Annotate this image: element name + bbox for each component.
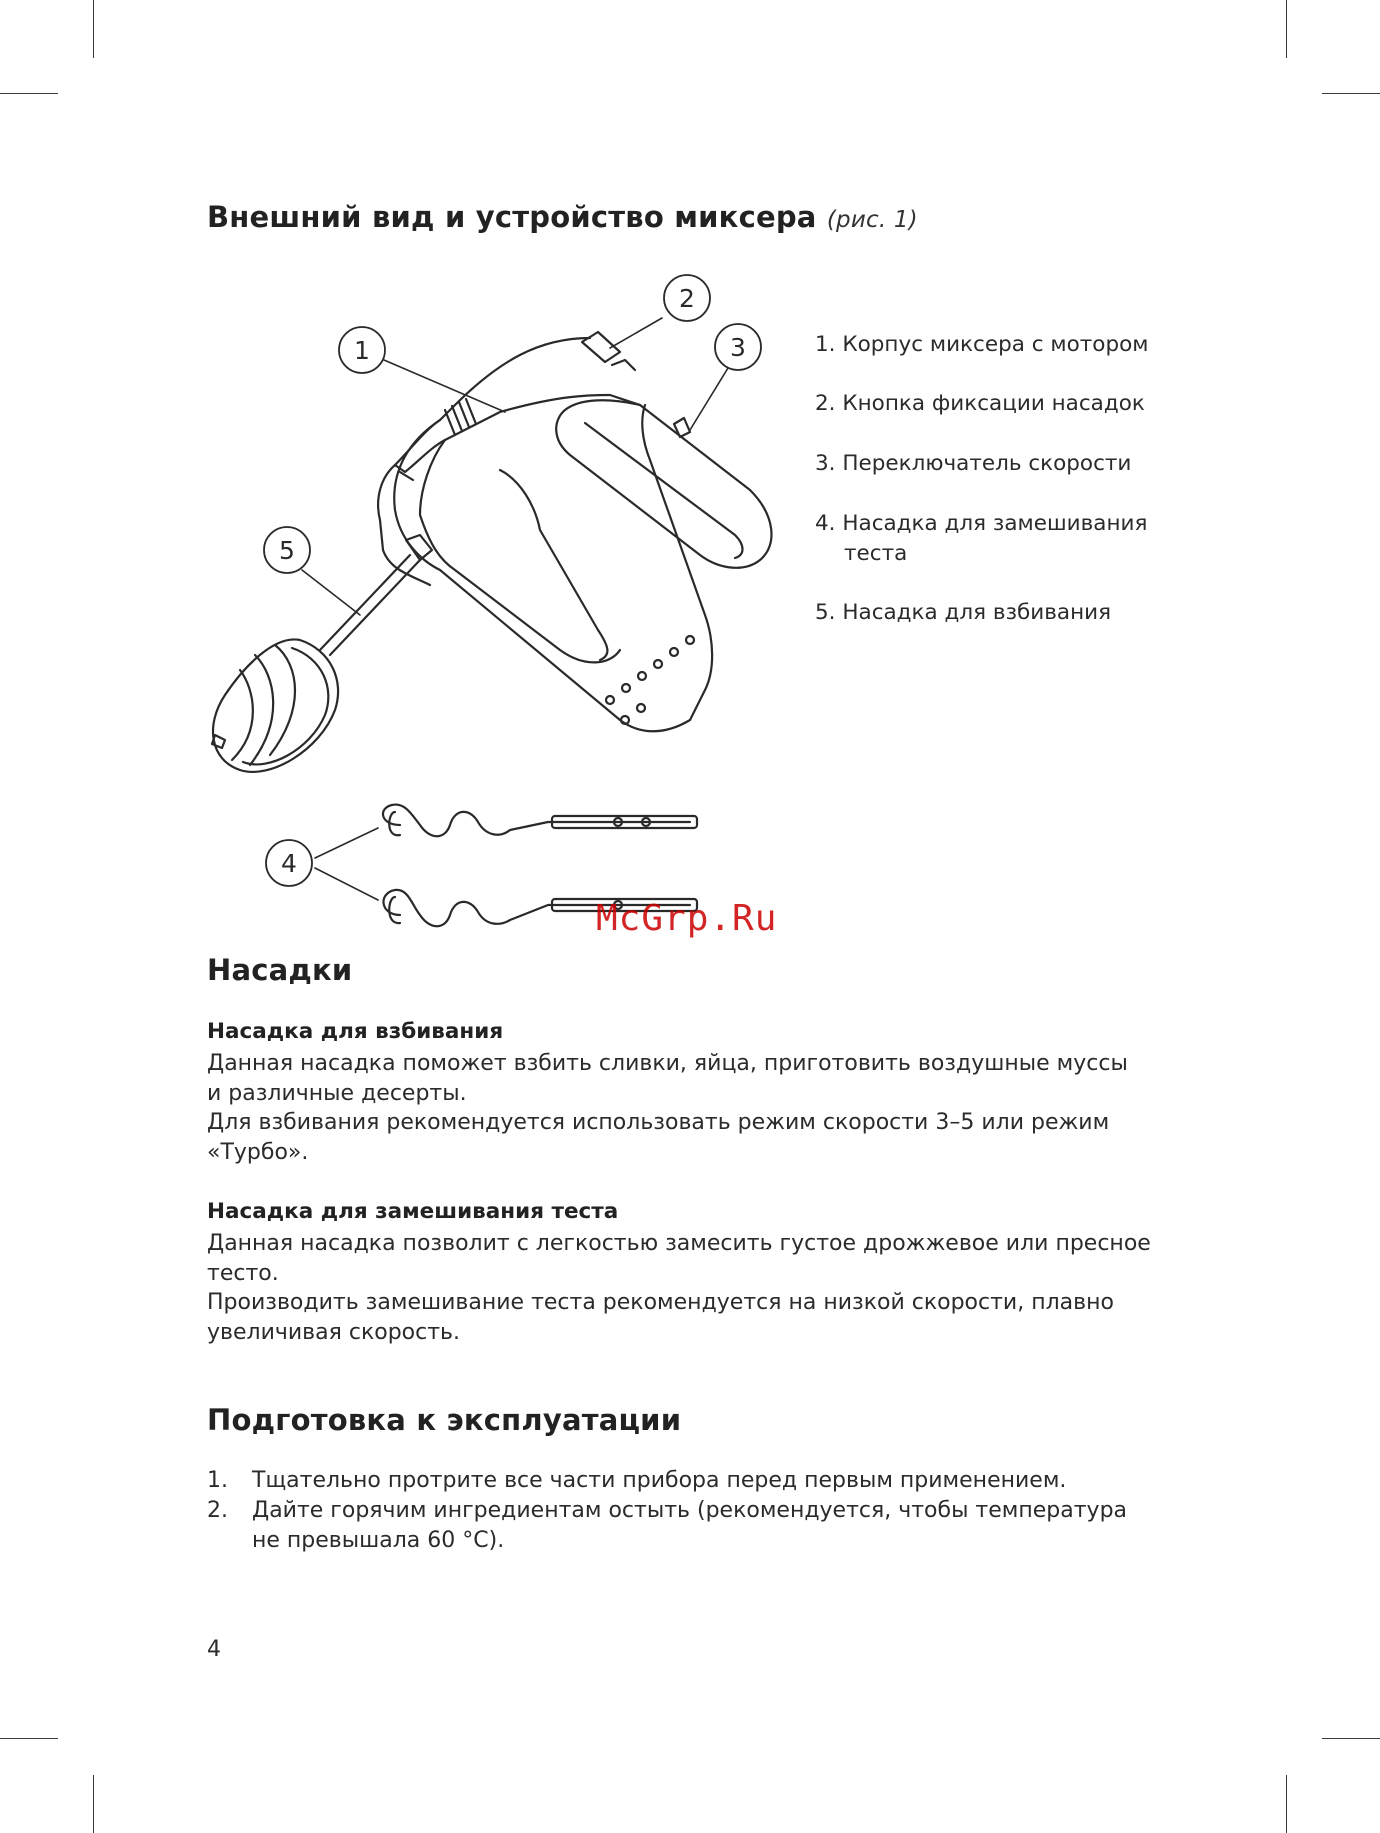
legend-item: 2. Кнопка фиксации насадок <box>815 391 1145 416</box>
list-item <box>207 1466 1207 1496</box>
dough-subheading: Насадка для замешивания теста <box>207 1199 619 1224</box>
text-line: и различные десерты. <box>207 1080 467 1106</box>
text-line: Производить замешивание теста рекомендуется на низкой скорости, плавно <box>207 1290 1114 1316</box>
callout-label: 5 <box>279 536 295 565</box>
page-number: 4 <box>207 1637 221 1662</box>
callout-label: 4 <box>281 849 297 878</box>
callout-label: 3 <box>730 333 746 362</box>
crop-mark <box>0 1738 58 1739</box>
legend-item: 3. Переключатель скорости <box>815 451 1132 476</box>
list-item-number: 1. <box>207 1468 228 1493</box>
text-line: Для взбивания рекомендуется использовать режим скорости 3–5 или режим <box>207 1110 1110 1136</box>
section-heading-attachments: Насадки <box>207 953 353 987</box>
list-item-text: Дайте горячим ингредиентам остыть (рекомендуется, чтобы температура <box>252 1498 1128 1523</box>
text-line: «Турбо». <box>207 1140 309 1166</box>
whisk-paragraph <box>207 1049 1128 1168</box>
section-heading-preparation: Подготовка к эксплуатации <box>207 1403 682 1437</box>
text-line: увеличивая скорость. <box>207 1320 460 1346</box>
callout-label: 2 <box>679 284 695 313</box>
figure-heading <box>207 200 918 234</box>
legend-item: 5. Насадка для взбивания <box>815 600 1112 625</box>
text-line: Данная насадка позволит с легкостью замесить густое дрожжевое или пресное <box>207 1231 1151 1256</box>
text-line: Данная насадка поможет взбить сливки, яйца, приготовить воздушные муссы <box>207 1051 1128 1076</box>
list-item-text: Тщательно протрите все части прибора перед первым применением. <box>252 1468 1067 1493</box>
mixer-illustration <box>200 260 800 940</box>
list-item-number: 2. <box>207 1498 228 1523</box>
preparation-list <box>207 1466 1207 1556</box>
crop-mark <box>1286 0 1287 58</box>
whisk-subheading: Насадка для взбивания <box>207 1019 504 1044</box>
list-item <box>207 1496 1207 1526</box>
crop-mark <box>93 0 94 58</box>
crop-mark <box>93 1775 94 1833</box>
legend-item <box>815 509 1147 569</box>
callout-circles <box>264 275 761 886</box>
text-line: тесто. <box>207 1260 279 1286</box>
crop-mark <box>0 93 58 94</box>
crop-mark <box>1322 93 1380 94</box>
mixer-body <box>378 338 771 731</box>
legend-item-continuation: теста <box>844 541 908 566</box>
figure-legend <box>815 330 1245 630</box>
dough-paragraph <box>207 1229 1151 1348</box>
figure-heading-text: Внешний вид и устройство миксера <box>207 200 817 234</box>
vent-slots <box>606 636 694 724</box>
crop-mark <box>1322 1738 1380 1739</box>
callout-label: 1 <box>354 336 370 365</box>
list-item-text: не превышала 60 °C). <box>252 1528 505 1553</box>
crop-mark <box>1286 1775 1287 1833</box>
list-item-continuation <box>207 1526 1207 1556</box>
legend-item-text: 4. Насадка для замешивания <box>815 511 1148 536</box>
figure-reference: (рис. 1) <box>826 207 918 233</box>
callout-leaders <box>302 318 728 900</box>
watermark: McGrp.Ru <box>596 898 778 939</box>
legend-item: 1. Корпус миксера с мотором <box>815 332 1149 357</box>
